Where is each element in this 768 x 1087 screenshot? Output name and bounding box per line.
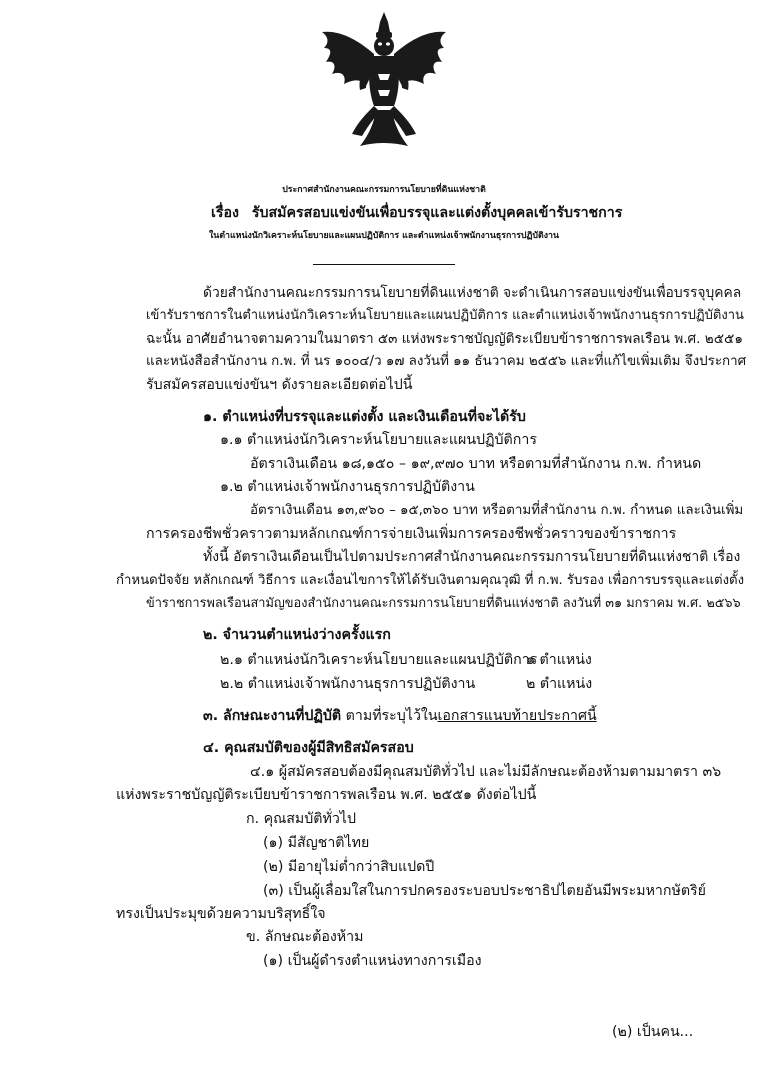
section-2-heading: ๒. จำนวนตำแหน่งว่างครั้งแรก: [203, 627, 391, 643]
qualification-item-cont: ทรงเป็นประมุขด้วยความบริสุทธิ์ใจ: [116, 906, 326, 922]
item-1-1-salary: อัตราเงินเดือน ๑๘,๑๕๐ – ๑๙,๙๗๐ บาท หรือตามที่สำนักงาน ก.พ. กำหนด: [250, 456, 702, 472]
salary-note-line: กำหนดปัจจัย หลักเกณฑ์ วิธีการ และเงื่อนไขการให้ได้รับเงินตามคุณวุฒิ ที่ ก.พ. รับรอง เพื่อการบรรจุและแต่งตั้ง: [116, 573, 745, 588]
positions-title: ในตำแหน่งนักวิเคราะห์นโยบายและแผนปฏิบัติการ และตำแหน่งเจ้าพนักงานธุรการปฏิบัติงาน: [209, 231, 559, 241]
section-1-heading: ๑. ตำแหน่งที่บรรจุและแต่งตั้ง และเงินเดือนที่จะได้รับ: [203, 409, 526, 425]
garuda-emblem-icon: [318, 10, 450, 150]
section-4-heading: ๔. คุณสมบัติของผู้มีสิทธิสมัครสอบ: [203, 740, 414, 756]
annex-link[interactable]: เอกสารแนบท้ายประกาศนี้: [437, 708, 597, 724]
intro-line: และหนังสือสำนักงาน ก.พ. ที่ นร ๑๐๐๔/ว ๑๗ ลงวันที่ ๑๑ ธันวาคม ๒๕๕๖ และที่แก้ไขเพิ่มเติม จึงประกาศ: [146, 354, 747, 369]
general-qualifications-heading: ก. คุณสมบัติทั่วไป: [246, 811, 356, 827]
subject-text: รับสมัครสอบแข่งขันเพื่อบรรจุและแต่งตั้งบุคคลเข้ารับราชการ: [251, 205, 623, 221]
qualification-item: (๒) มีอายุไม่ต่ำกว่าสิบแปดปี: [263, 859, 435, 875]
item-4-1-cont: แห่งพระราชบัญญัติระเบียบข้าราชการพลเรือน พ.ศ. ๒๕๕๑ ดังต่อไปนี้: [116, 787, 537, 803]
vacancy-row-count: ๒ ตำแหน่ง: [526, 676, 593, 692]
item-4-1: ๔.๑ ผู้สมัครสอบต้องมีคุณสมบัติทั่วไป และไม่มีลักษณะต้องห้ามตามมาตรา ๓๖: [250, 764, 722, 780]
vacancy-row-label: ๒.๑ ตำแหน่งนักวิเคราะห์นโยบายและแผนปฏิบัติการ: [220, 652, 538, 668]
intro-line: ฉะนั้น อาศัยอำนาจตามความในมาตรา ๕๓ แห่งพระราชบัญญัติระเบียบข้าราชการพลเรือน พ.ศ. ๒๕๕๑: [146, 331, 743, 347]
vacancy-row-count: ๑ ตำแหน่ง: [526, 652, 592, 668]
intro-line: เข้ารับราชการในตำแหน่งนักวิเคราะห์นโยบายและแผนปฏิบัติการ และตำแหน่งเจ้าพนักงานธุรการปฏิบัติงาน: [146, 308, 744, 323]
section-3-text: ตามที่ระบุไว้ใน: [345, 708, 438, 724]
subject-line: [211, 203, 622, 223]
item-1-2-salary-cont: การครองชีพชั่วคราวตามหลักเกณฑ์การจ่ายเงินเพิ่มการครองชีพชั่วคราวของข้าราชการ: [146, 526, 677, 542]
salary-note-line: ข้าราชการพลเรือนสามัญของสำนักงานคณะกรรมการนโยบายที่ดินแห่งชาติ ลงวันที่ ๓๑ มกราคม พ.ศ. ๒๕๖๖: [146, 596, 741, 611]
vacancy-row-label: ๒.๒ ตำแหน่งเจ้าพนักงานธุรการปฏิบัติงาน: [220, 676, 476, 692]
prohibited-characteristics-heading: ข. ลักษณะต้องห้าม: [246, 929, 364, 945]
subject-label: เรื่อง: [211, 205, 239, 221]
salary-note-line: ทั้งนี้ อัตราเงินเดือนเป็นไปตามประกาศสำนักงานคณะกรรมการนโยบายที่ดินแห่งชาติ เรื่อง: [203, 549, 741, 565]
qualification-item: (๓) เป็นผู้เลื่อมใสในการปกครองระบอบประชาธิปไตยอันมีพระมหากษัตริย์: [263, 883, 706, 899]
intro-line: ด้วยสำนักงานคณะกรรมการนโยบายที่ดินแห่งชาติ จะดำเนินการสอบแข่งขันเพื่อบรรจุบุคคล: [203, 285, 742, 301]
section-3-heading: ๓. ลักษณะงานที่ปฏิบัติ: [203, 708, 342, 724]
intro-line: รับสมัครสอบแข่งขันฯ ดังรายละเอียดต่อไปนี้: [146, 377, 413, 393]
item-1-2: ๑.๒ ตำแหน่งเจ้าพนักงานธุรการปฏิบัติงาน: [220, 479, 475, 495]
announcement-title: ประกาศสำนักงานคณะกรรมการนโยบายที่ดินแห่งชาติ: [282, 185, 486, 195]
item-1-1: ๑.๑ ตำแหน่งนักวิเคราะห์นโยบายและแผนปฏิบัติการ: [220, 432, 537, 448]
title-divider: [313, 264, 455, 265]
item-1-2-salary: อัตราเงินเดือน ๑๓,๙๖๐ – ๑๕,๓๖๐ บาท หรือตามที่สำนักงาน ก.พ. กำหนด และเงินเพิ่ม: [250, 503, 744, 518]
continuation-marker: (๒) เป็นคน...: [612, 1024, 694, 1040]
qualification-item: (๑) มีสัญชาติไทย: [263, 835, 370, 851]
prohibited-item: (๑) เป็นผู้ดำรงตำแหน่งทางการเมือง: [263, 953, 482, 969]
section-3-line: [203, 706, 597, 726]
